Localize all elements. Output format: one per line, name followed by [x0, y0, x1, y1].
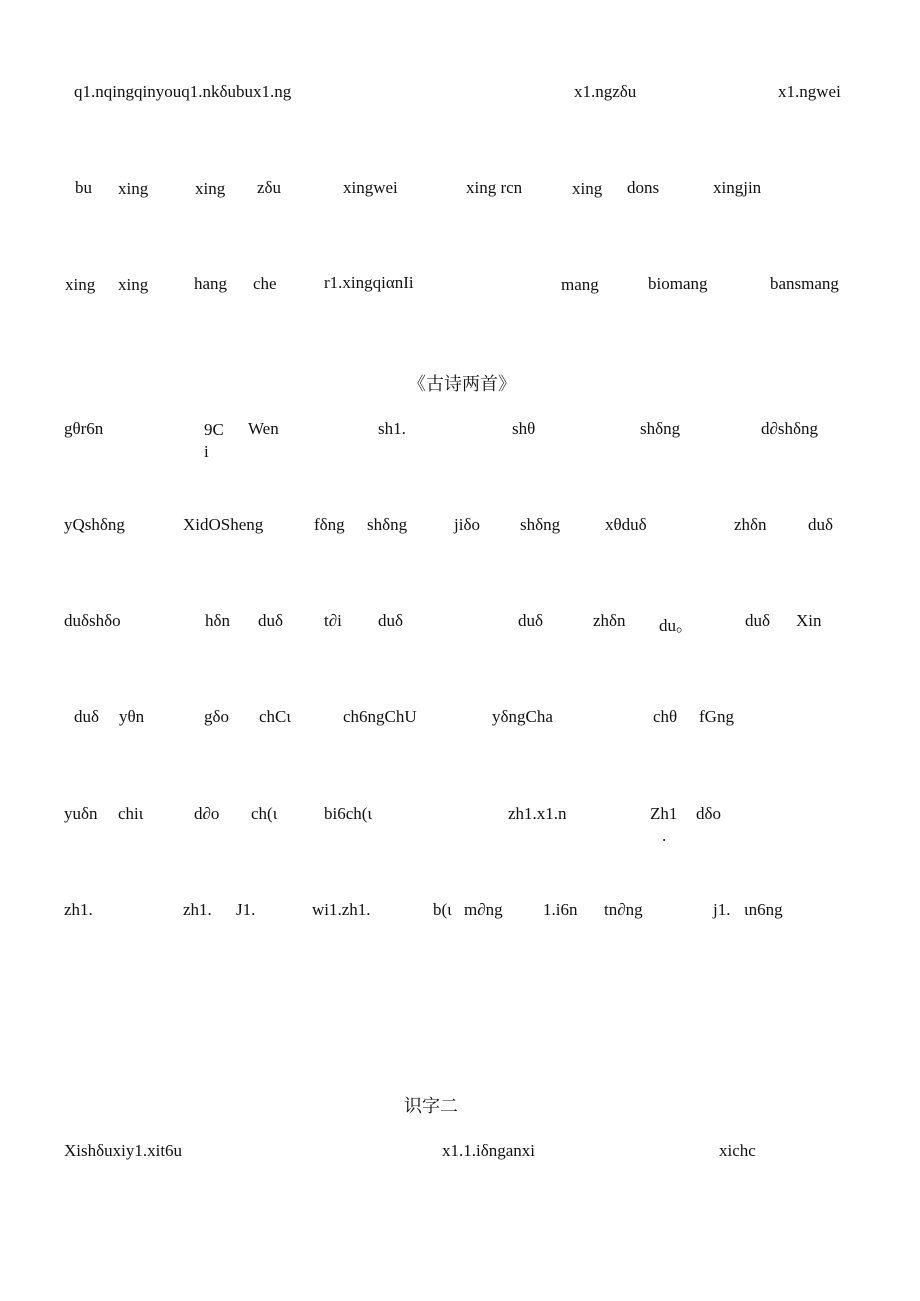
pinyin-word: m∂ng [464, 900, 503, 919]
pinyin-word: b(ι [433, 900, 452, 919]
pinyin-word: xing [65, 275, 96, 294]
pinyin-word: xθduδ [605, 515, 647, 534]
pinyin-word: duδ [258, 611, 284, 630]
pinyin-word: che [253, 274, 277, 293]
pinyin-word: gδo [204, 707, 230, 726]
pinyin-word: xing [195, 179, 226, 198]
pinyin-word: q1.nqingqinyouq1.nkδubux1.ng [74, 82, 292, 101]
pinyin-word: Zh1 [650, 804, 678, 823]
pinyin-word: chiι [118, 804, 144, 823]
pinyin-word: shθ [512, 419, 536, 438]
pinyin-word: jiδo [454, 515, 480, 534]
pinyin-word: gθr6n [64, 419, 104, 438]
pinyin-word: x1.ngzδu [574, 82, 637, 101]
pinyin-word: ch(ι [251, 804, 278, 823]
pinyin-word: x1.1.iδnganxi [442, 1141, 536, 1160]
pinyin-word: Xishδuxiy1.xit6u [64, 1141, 183, 1160]
pinyin-word: yQshδng [64, 515, 125, 534]
pinyin-word: dons [627, 178, 660, 197]
pinyin-word: wi1.zh1. [312, 900, 371, 919]
pinyin-word: duδ [808, 515, 834, 534]
pinyin-word: xing [118, 275, 149, 294]
pinyin-word: d∂o [194, 804, 220, 823]
pinyin-word: J1. [236, 900, 256, 919]
pinyin-word: biomang [648, 274, 708, 293]
pinyin-word: zδu [257, 178, 282, 197]
pinyin-word: bu [75, 178, 92, 197]
pinyin-word: fδng [314, 515, 345, 534]
pinyin-word: i [204, 442, 209, 461]
pinyin-word: ιn6ng [744, 900, 783, 919]
pinyin-word: duδ [745, 611, 771, 630]
pinyin-word: yδngCha [492, 707, 553, 726]
pinyin-word: xing [118, 179, 149, 198]
pinyin-word: xing [572, 179, 603, 198]
pinyin-word: . [662, 826, 667, 845]
pinyin-word: xing rcn [466, 178, 523, 197]
pinyin-word: r1.xingqiαnIi [324, 273, 414, 292]
section-title: 《古诗两首》 [408, 374, 516, 395]
pinyin-word: dδo [696, 804, 722, 823]
pinyin-word: XidOSheng [183, 515, 264, 534]
pinyin-word: xichc [719, 1141, 756, 1160]
pinyin-word: j1. [713, 900, 731, 919]
pinyin-word: zh1. [64, 900, 93, 919]
pinyin-word: shδng [640, 419, 681, 438]
pinyin-word: zhδn [593, 611, 626, 630]
pinyin-word: ch6ngChU [343, 707, 417, 726]
pinyin-word: sh1. [378, 419, 406, 438]
pinyin-word: zh1.x1.n [508, 804, 567, 823]
pinyin-word: zh1. [183, 900, 212, 919]
pinyin-word: bi6ch(ι [324, 804, 373, 823]
pinyin-word: tn∂ng [604, 900, 643, 919]
pinyin-word: mang [561, 275, 599, 294]
pinyin-word: yuδn [64, 804, 98, 823]
pinyin-word: xingwei [343, 178, 398, 197]
pinyin-word: duδshδo [64, 611, 121, 630]
pinyin-word: xingjin [713, 178, 762, 197]
pinyin-word: x1.ngwei [778, 82, 841, 101]
pinyin-word: bansmang [770, 274, 839, 293]
pinyin-word: zhδn [734, 515, 767, 534]
pinyin-word: chCι [259, 707, 291, 726]
pinyin-word: duδ [74, 707, 100, 726]
pinyin-word: t∂i [324, 611, 342, 630]
section-title: 识字二 [404, 1096, 458, 1117]
pinyin-word: duδ [378, 611, 404, 630]
pinyin-word: duδ [518, 611, 544, 630]
pinyin-word: shδng [367, 515, 408, 534]
pinyin-word: chθ [653, 707, 678, 726]
pinyin-word: hang [194, 274, 228, 293]
pinyin-word: 1.i6n [543, 900, 578, 919]
pinyin-word: d∂shδng [761, 419, 819, 438]
pinyin-word: Xin [796, 611, 822, 630]
pinyin-word: du。 [659, 616, 693, 635]
pinyin-word: shδng [520, 515, 561, 534]
pinyin-word: 9C [204, 420, 224, 439]
pinyin-word: fGng [699, 707, 734, 726]
pinyin-word: hδn [205, 611, 231, 630]
pinyin-word: Wen [248, 419, 279, 438]
pinyin-word: yθn [119, 707, 145, 726]
